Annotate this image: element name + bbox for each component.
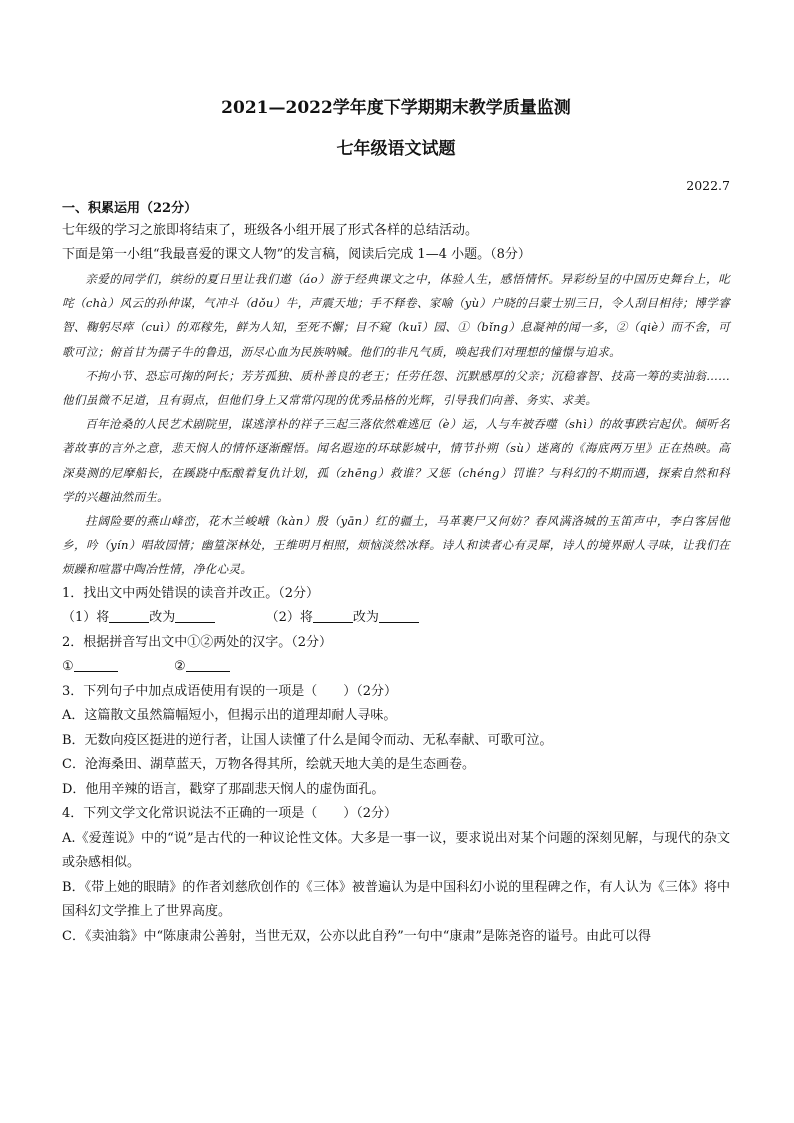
q1-b-blank-to[interactable] xyxy=(379,608,419,623)
question-3-option-c: C．沧海桑田、湖草蓝天，万物各得其所，绘就天地大美的是生态画卷。 xyxy=(62,757,475,773)
exam-date: 2022.7 xyxy=(686,178,730,193)
exam-subtitle: 七年级语文试题 xyxy=(336,139,456,159)
q2-b-label: ② xyxy=(173,659,186,675)
q1-b-blank-from[interactable] xyxy=(313,608,353,623)
q1-b-prefix: （2）将 xyxy=(265,610,313,626)
q1-a-mid: 改为 xyxy=(149,610,176,626)
q2-b-blank[interactable] xyxy=(186,657,230,672)
q2-a-blank[interactable] xyxy=(74,657,118,672)
question-4-option-a: A.《爱莲说》中的“说”是古代的一种议论性文体。大多是一事一议，要求说出对某个问题的深刻见解，与现代的杂文或杂感相似。 xyxy=(62,830,730,871)
question-4-option-b: B．《带上她的眼睛》的作者刘慈欣创作的《三体》被普遍认为是中国科幻小说的里程碑之作，有人认为《三体》将中国科幻文学推上了世界高度。 xyxy=(62,879,730,920)
exam-page xyxy=(62,96,730,949)
question-4-option-c: C．《卖油翁》中“陈康肃公善射，当世无双，公亦以此自矜”一句中“康肃”是陈尧咨的谥号。由此可以得 xyxy=(62,928,652,944)
exam-title: 2021—2022学年度下学期期末教学质量监测 xyxy=(221,98,571,118)
section-heading: 一、积累运用（22分） xyxy=(62,201,198,216)
q2-a-label: ① xyxy=(62,659,74,675)
passage-paragraph: 拄阔险要的燕山峰峦，花木兰峻峨（kàn）殷（yān）红的疆土，马革裹尸又何妨？春风满洛城的玉笛声中，李白客居他乡，吟（yín）唱故园情；幽篁深林处，王维明月相照，烦恼淡然冰释。诗人和读者心有灵犀，诗人的境界耐人寻味，让我们在烦躁和喧嚣中陶冶性情，净化心灵。 xyxy=(62,514,730,577)
q1-a-blank-to[interactable] xyxy=(175,608,215,623)
passage-paragraph: 不拘小节、恐忘可掬的阿长；芳芳孤独、质朴善良的老王；任劳任怨、沉默感厚的父亲；沉稳睿智、技高一筹的卖油翁……他们虽微不足道，且有弱点，但他们身上又常常闪现的优秀品格的光辉，引导我们向善、务实、求美。 xyxy=(62,368,730,408)
passage-paragraph: 亲爱的同学们，缤纷的夏日里让我们遨（áo）游于经典课文之中，体验人生，感悟情怀。异彩纷呈的中国历史舞台上，叱咤（chà）风云的孙仲谋，气冲斗（dǒu）牛，声震天地；手不释卷、家喻（yù）户晓的吕蒙士别三日，令人刮目相待；博学睿智、鞠躬尽瘁（cuì）的邓稼先，鲜为人知，至死不懈；目不窥（kuī）园、①（bǐng）息凝神的闻一多，②（qiè）而不舍，可歌可泣；俯首甘为孺子牛的鲁迅，沥尽心血为民族呐喊。他们的非凡气质，唤起我们对理想的憧憬与追求。 xyxy=(62,272,730,359)
q1-a-prefix: （1）将 xyxy=(62,610,110,626)
question-3-option-d: D．他用辛辣的语言，戳穿了那副悲天悯人的虚伪面孔。 xyxy=(62,781,385,797)
question-3-stem: 3．下列句子中加点成语使用有误的一项是（ ）（2分） xyxy=(62,683,398,699)
passage-paragraph: 百年沧桑的人民艺术剧院里，谋逃淳朴的祥子三起三落依然难逃厄（è）运，人与车被吞噬（shì）的故事跌宕起伏。倾听名著故事的言外之意，悲天悯人的情怀逐渐醒悟。闻名遐迩的环球影城中，情节扑朔（sù）迷离的《海底两万里》正在热映。高深莫测的尼摩船长，在蹊跷中酝酿着复仇计划，孤（zhēng）救谁？又惩（chéng）罚谁？与科幻的不期而遇，探索自然和科学的兴趣油然而生。 xyxy=(62,417,730,504)
question-3-option-b: B．无数向疫区挺进的逆行者，让国人读懂了什么是闻令而动、无私奉献、可歌可泣。 xyxy=(62,732,553,748)
question-1-answers xyxy=(62,606,730,631)
intro-line-2: 下面是第一小组“我最喜爱的课文人物”的发言稿，阅读后完成 1—4 小题。（8分） xyxy=(62,247,531,262)
speech-passage xyxy=(62,267,730,582)
intro-line-1: 七年级的学习之旅即将结束了，班级各小组开展了形式各样的总结活动。 xyxy=(62,223,479,238)
q1-b-mid: 改为 xyxy=(352,610,379,626)
question-1-stem: 1．找出文中两处错误的读音并改正。（2分） xyxy=(62,585,320,601)
q1-a-blank-from[interactable] xyxy=(109,608,149,623)
question-4-stem: 4．下列文学文化常识说法不正确的一项是（ ）（2分） xyxy=(62,806,398,822)
question-3-option-a: A．这篇散文虽然篇幅短小，但揭示出的道理却耐人寻味。 xyxy=(62,708,397,724)
question-2-stem: 2．根据拼音写出文中①②两处的汉字。（2分） xyxy=(62,634,333,650)
question-2-answers xyxy=(62,655,730,680)
